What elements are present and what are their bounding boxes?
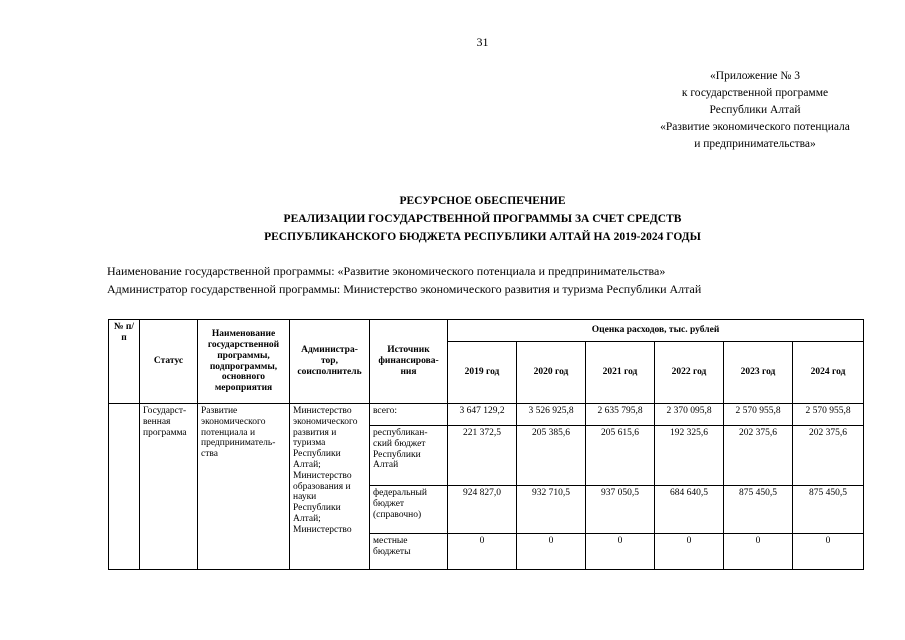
appendix-line: и предпринимательства» — [694, 138, 816, 150]
appendix-line: «Развитие экономического потенциала — [660, 121, 850, 133]
value-cell: 875 450,5 — [724, 486, 793, 534]
value-cell: 221 372,5 — [448, 426, 517, 486]
header-name: Наименование государственной программы, подпрограммы, основного мероприятия — [198, 320, 290, 404]
value-cell: 192 325,6 — [655, 426, 724, 486]
value-cell: 2 635 795,8 — [586, 404, 655, 426]
program-info — [107, 262, 701, 298]
appendix-line: Республики Алтай — [709, 104, 801, 116]
value-cell: 0 — [655, 534, 724, 570]
row-name: Развитие экономического потенциала и предприниматель-ства — [198, 404, 290, 570]
title-line: РЕАЛИЗАЦИИ ГОСУДАРСТВЕННОЙ ПРОГРАММЫ ЗА СЧЕТ СРЕДСТВ — [283, 213, 682, 225]
program-name-line: Наименование государственной программы: «Развитие экономического потенциала и предпринимательства» — [107, 264, 666, 278]
source-label: федеральный бюджет (справочно) — [370, 486, 448, 534]
value-cell: 0 — [517, 534, 586, 570]
header-year: 2024 год — [793, 342, 864, 404]
header-year: 2019 год — [448, 342, 517, 404]
value-cell: 202 375,6 — [793, 426, 864, 486]
header-year: 2023 год — [724, 342, 793, 404]
value-cell: 0 — [724, 534, 793, 570]
row-status: Государст-венная программа — [140, 404, 198, 570]
appendix-line: к государственной программе — [681, 87, 829, 99]
value-cell: 0 — [586, 534, 655, 570]
row-num — [109, 404, 140, 570]
administrator-line: Администратор государственной программы: Министерство экономического развития и туризма Республики Алтай — [107, 282, 702, 296]
value-cell: 684 640,5 — [655, 486, 724, 534]
table-row — [109, 404, 864, 426]
header-num: № п/п — [109, 320, 140, 404]
value-cell: 937 050,5 — [586, 486, 655, 534]
value-cell: 3 647 129,2 — [448, 404, 517, 426]
header-year: 2021 год — [586, 342, 655, 404]
document-title — [0, 192, 905, 246]
value-cell: 924 827,0 — [448, 486, 517, 534]
header-admin: Администра-тор, соисполнитель — [290, 320, 370, 404]
header-source: Источник финансирова-ния — [370, 320, 448, 404]
page-number: 31 — [476, 35, 489, 49]
header-estimate: Оценка расходов, тыс. рублей — [448, 320, 864, 342]
header-year: 2022 год — [655, 342, 724, 404]
value-cell: 2 370 095,8 — [655, 404, 724, 426]
value-cell: 202 375,6 — [724, 426, 793, 486]
appendix-block — [630, 68, 880, 153]
value-cell: 205 385,6 — [517, 426, 586, 486]
value-cell: 2 570 955,8 — [793, 404, 864, 426]
title-line: РЕСУРСНОЕ ОБЕСПЕЧЕНИЕ — [399, 195, 566, 207]
appendix-line: «Приложение № 3 — [710, 70, 800, 82]
value-cell: 0 — [793, 534, 864, 570]
value-cell: 932 710,5 — [517, 486, 586, 534]
value-cell: 0 — [448, 534, 517, 570]
source-label: местные бюджеты — [370, 534, 448, 570]
source-label: всего: — [370, 404, 448, 426]
resource-table — [108, 319, 864, 570]
header-year: 2020 год — [517, 342, 586, 404]
row-admin: Министерство экономического развития и туризма Республики Алтай; Министерство образования и науки Республики Алтай; Министерство — [290, 404, 370, 570]
value-cell: 2 570 955,8 — [724, 404, 793, 426]
source-label: республикан-ский бюджет Республики Алтай — [370, 426, 448, 486]
value-cell: 205 615,6 — [586, 426, 655, 486]
value-cell: 3 526 925,8 — [517, 404, 586, 426]
header-status: Статус — [140, 320, 198, 404]
title-line: РЕСПУБЛИКАНСКОГО БЮДЖЕТА РЕСПУБЛИКИ АЛТАЙ НА 2019-2024 ГОДЫ — [264, 231, 701, 243]
value-cell: 875 450,5 — [793, 486, 864, 534]
